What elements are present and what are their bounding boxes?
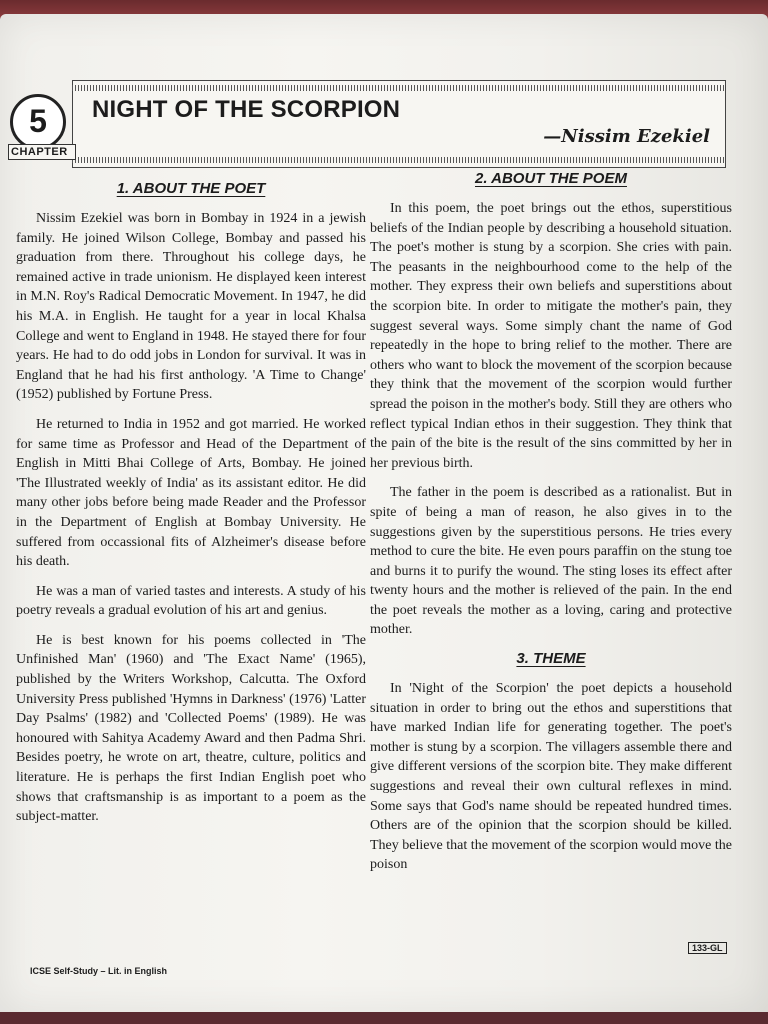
author-name: —Nissim Ezekiel <box>543 126 710 147</box>
paragraph: In 'Night of the Scorpion' the poet depicts a household situation in order to bring out the ethos and superstitions that have marked Indian life for generating together. The poet's mother is stung by a scorpion. The villagers assemble there and give different versions of the scorpion bite. They make different suggestions and reveal their own cultural reflexes in mind. Some says that God's name should be repeated hundred times. Others are of the opinion that the scorpion should be killed. They believe that the movement of the scorpion would move the poison <box>370 681 732 873</box>
right-column <box>370 170 732 885</box>
book-page <box>0 14 768 1012</box>
page-title: NIGHT OF THE SCORPION <box>92 96 401 123</box>
section-heading-theme: 3. THEME <box>516 650 586 668</box>
paragraph: In this poem, the poet brings out the ethos, superstitious beliefs of the Indian people by describing a household situation. The poet's mother is stung by a scorpion. She cries with pain. The peasants in the neighbourhood come to the help of the mother. They express their own beliefs and superstitions about the scorpion bite. In order to mitigate the mother's pain, they suggest several ways. Some simply chant the name of God repeatedly in the hope to bring relief to the mother. There are others who want to block the movement of the scorpion because they think that the movement of the scorpion would further spread the poison in the mother's body. Still they are others who reflect typical Indian ethos in their suggestion. They think that the pain of the bite is the result of the sins committed by her in her previous birth. <box>370 201 732 471</box>
left-column <box>16 180 366 837</box>
section-heading-about-poem: 2. ABOUT THE POEM <box>475 170 627 187</box>
chapter-label: CHAPTER <box>8 144 76 160</box>
chapter-badge <box>8 94 66 158</box>
chapter-number: 5 <box>10 94 66 150</box>
paragraph: He returned to India in 1952 and got married. He worked for same time as Professor and Head of the Department of English in Mitti Bhai College of Arts, Bombay. He joined 'The Illustrated weekly of India' as its assistant editor. He did many other jobs before being made Reader and the Professor in the Department of English at Bombay University. He suffered from occassional fits of Alzheimer's disease before his death. <box>16 416 366 570</box>
footer-text: ICSE Self-Study – Lit. in English <box>30 966 168 976</box>
paragraph: Nissim Ezekiel was born in Bombay in 1924 in a jewish family. He joined Wilson College, Bombay and passed his graduation from there. Throughout his college days, he remained active in trade unionism. He displayed keen interest in M.N. Roy's Radical Democratic Movement. In 1947, he did his M.A. in English. He taught for a year in local Khalsa College and went to England in 1948. He stayed there for four years. He had to do odd jobs in London for survival. It was in England that he had his first anthology. 'A Time to Change' (1952) published by Fortune Press. <box>16 211 366 403</box>
paragraph: He was a man of varied tastes and interests. A study of his poetry reveals a gradual evolution of his art and genius. <box>16 583 366 619</box>
paragraph: The father in the poem is described as a rationalist. But in spite of being a man of reason, he also gives in to the suggestions given by the superstitious persons. He tries every method to cure the bite. He even pours paraffin on the stung toe and burns it to purify the wound. The sting loses its effect after twenty hours and the mother is relieved of the pain. In the end the poet reveals the mother as a loving, caring and protective mother. <box>370 485 732 638</box>
paragraph: He is best known for his poems collected in 'The Unfinished Man' (1960) and 'The Exact Name' (1965), published by the Writers Workshop, Calcutta. The Oxford University Press published 'Hymns in Darkness' (1976) 'Latter Day Psalms' (1982) and 'Collected Poems' (1989). He was honoured with Sahitya Academy Award and then Padma Shri. Besides poetry, he wrote on art, theatre, culture, politics and literature. He is perhaps the first Indian English poet who shows that craftsmanship is as important to a poem as the subject-matter. <box>16 632 366 825</box>
section-heading-about-poet: 1. ABOUT THE POET <box>116 180 266 197</box>
page-number: 133-GL <box>688 942 727 954</box>
chapter-header-band <box>72 80 726 168</box>
